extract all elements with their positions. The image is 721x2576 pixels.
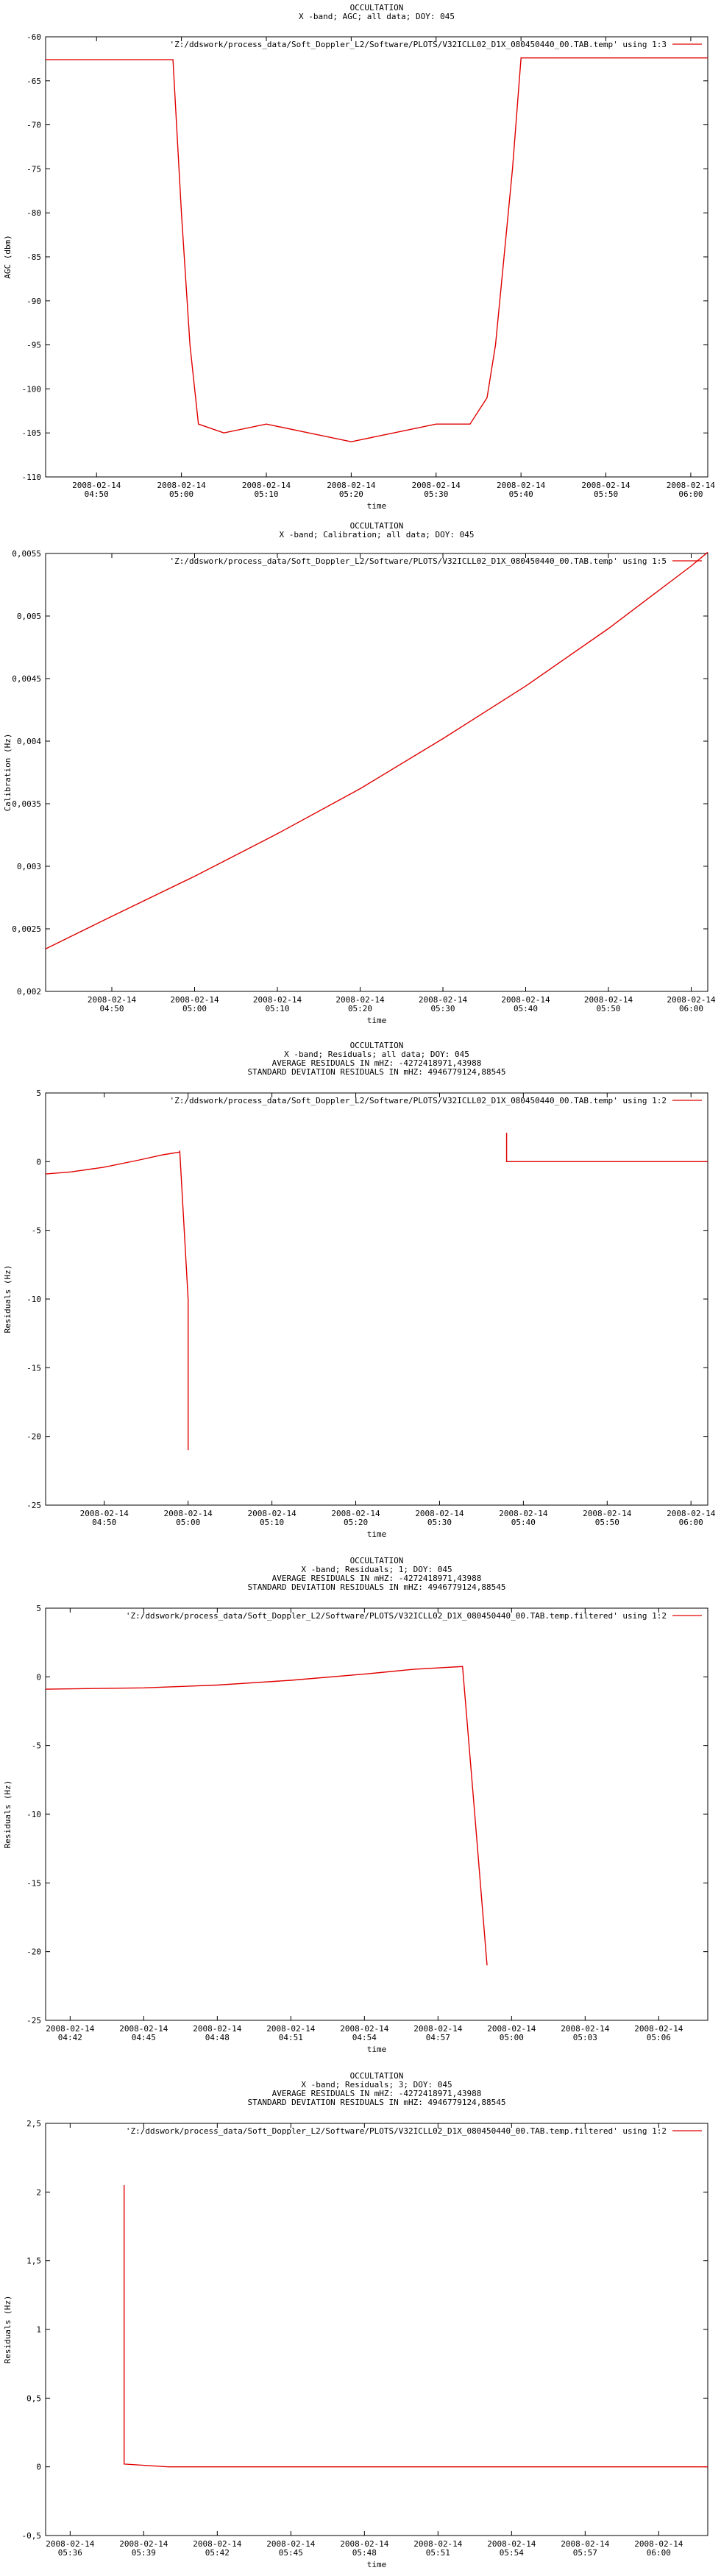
y-tick-label: 5 <box>36 1089 41 1098</box>
x-tick-label: 2008-02-14 05:00 <box>170 995 219 1013</box>
chart-title-line: X -band; AGC; all data; DOY: 045 <box>299 12 455 21</box>
legend-label: 'Z:/ddswork/process_data/Soft_Doppler_L2/Software/PLOTS/V32ICLL02_D1X_080450440_00.TAB.temp' using 1:5 <box>169 556 667 566</box>
x-tick-label: 2008-02-14 05:50 <box>583 1509 632 1527</box>
x-tick-label: 2008-02-14 05:30 <box>411 481 461 499</box>
x-tick-label: 2008-02-14 05:54 <box>487 2539 536 2558</box>
x-axis-label: time <box>366 1016 387 1025</box>
x-axis-label: time <box>366 501 387 511</box>
x-tick-label: 2008-02-14 05:10 <box>247 1509 296 1527</box>
y-tick-label: 0,004 <box>16 737 41 746</box>
x-axis-label: time <box>366 2560 387 2569</box>
series-line-2 <box>507 1133 708 1161</box>
chart-title-line: AVERAGE RESIDUALS IN mHZ: -4272418971,43988 <box>271 2089 482 2098</box>
y-tick-label: 1 <box>36 2325 41 2335</box>
y-tick-label: -25 <box>26 2016 41 2025</box>
x-tick-label: 2008-02-14 05:20 <box>331 1509 380 1527</box>
y-tick-label: 0,0025 <box>12 924 41 934</box>
y-tick-label: 0,0035 <box>12 799 41 809</box>
chart-title-line: X -band; Residuals; 1; DOY: 045 <box>301 1565 452 1574</box>
chart-title-line: OCCULTATION <box>349 521 404 531</box>
y-tick-label: -25 <box>26 1501 41 1510</box>
x-tick-label: 2008-02-14 05:48 <box>340 2539 389 2558</box>
y-axis-label: Calibration (Hz) <box>3 733 13 812</box>
y-tick-label: 0 <box>36 2462 41 2472</box>
chart-title-line: OCCULTATION <box>349 3 404 13</box>
series-line-1 <box>46 552 708 949</box>
x-tick-label: 2008-02-14 05:57 <box>561 2539 610 2558</box>
x-tick-label: 2008-02-14 05:10 <box>241 481 291 499</box>
y-tick-label: -100 <box>21 384 41 394</box>
x-tick-label: 2008-02-14 04:51 <box>266 2024 316 2042</box>
x-tick-label: 2008-02-14 05:50 <box>581 481 631 499</box>
y-axis-label: Residuals (Hz) <box>3 2295 13 2364</box>
y-axis-label: AGC (dbm) <box>3 235 13 279</box>
x-tick-label: 2008-02-14 05:00 <box>157 481 206 499</box>
chart-title-line: AVERAGE RESIDUALS IN mHZ: -4272418971,43988 <box>271 1574 482 1583</box>
chart-title-line: OCCULTATION <box>349 2071 404 2081</box>
x-tick-label: 2008-02-14 05:00 <box>163 1509 213 1527</box>
y-tick-label: 0,002 <box>16 987 41 997</box>
plot-frame <box>46 1093 708 1505</box>
x-tick-label: 2008-02-14 06:00 <box>634 2539 683 2558</box>
chart-title-line: X -band; Residuals; all data; DOY: 045 <box>284 1050 469 1059</box>
x-tick-label: 2008-02-14 05:20 <box>327 481 376 499</box>
y-tick-label: 5 <box>36 1604 41 1613</box>
y-tick-label: 0,0055 <box>12 549 41 559</box>
y-tick-label: -75 <box>26 164 41 174</box>
y-tick-label: -20 <box>26 1432 41 1442</box>
y-tick-label: 1,5 <box>26 2256 41 2266</box>
chart-panel-2 <box>3 521 716 1025</box>
y-tick-label: -10 <box>26 1810 41 1819</box>
series-line-1 <box>46 58 708 442</box>
y-tick-label: -15 <box>26 1878 41 1889</box>
x-tick-label: 2008-02-14 05:06 <box>634 2024 683 2042</box>
x-tick-label: 2008-02-14 05:30 <box>415 1509 464 1527</box>
y-tick-label: -10 <box>26 1295 41 1304</box>
x-tick-label: 2008-02-14 05:30 <box>418 995 468 1013</box>
x-tick-label: 2008-02-14 05:40 <box>497 481 546 499</box>
y-tick-label: 2 <box>36 2187 41 2198</box>
legend-label: 'Z:/ddswork/process_data/Soft_Doppler_L2/Software/PLOTS/V32ICLL02_D1X_080450440_00.TAB.temp' using 1:2 <box>169 1096 667 1105</box>
legend-label: 'Z:/ddswork/process_data/Soft_Doppler_L2/Software/PLOTS/V32ICLL02_D1X_080450440_00.TAB.temp.filtered' using 1:2 <box>125 2126 667 2136</box>
chart-title-line: OCCULTATION <box>349 1041 404 1050</box>
x-tick-label: 2008-02-14 04:50 <box>79 1509 129 1527</box>
plot-frame <box>46 2123 708 2536</box>
y-axis-label: Residuals (Hz) <box>3 1264 13 1334</box>
y-tick-label: -60 <box>26 32 41 42</box>
y-tick-label: 0 <box>36 1157 41 1167</box>
y-tick-label: 0,005 <box>16 612 41 621</box>
x-tick-label: 2008-02-14 05:40 <box>501 995 550 1013</box>
x-tick-label: 2008-02-14 05:50 <box>583 995 633 1013</box>
series-line-1 <box>124 2185 708 2467</box>
chart-panel-4 <box>3 1556 708 2054</box>
y-tick-label: 0 <box>36 1672 41 1682</box>
x-tick-label: 2008-02-14 05:45 <box>266 2539 316 2558</box>
y-tick-label: -105 <box>21 428 41 439</box>
x-tick-label: 2008-02-14 04:50 <box>72 481 121 499</box>
y-tick-label: -80 <box>26 208 41 219</box>
y-tick-label: 0,003 <box>16 862 41 871</box>
chart-panel-1 <box>3 3 715 511</box>
x-tick-label: 2008-02-14 05:20 <box>335 995 385 1013</box>
y-tick-label: 2,5 <box>26 2119 41 2129</box>
chart-title-line: STANDARD DEVIATION RESIDUALS IN mHZ: 4946779124,88545 <box>247 1582 506 1592</box>
legend-label: 'Z:/ddswork/process_data/Soft_Doppler_L2/Software/PLOTS/V32ICLL02_D1X_080450440_00.TAB.temp' using 1:3 <box>169 40 667 49</box>
y-tick-label: -95 <box>26 340 41 350</box>
chart-title-line: OCCULTATION <box>349 1556 404 1565</box>
chart-title-line: X -band; Calibration; all data; DOY: 045 <box>279 530 475 539</box>
x-tick-label: 2008-02-14 06:00 <box>666 481 716 499</box>
series-line-1 <box>46 1150 188 1450</box>
x-tick-label: 2008-02-14 05:39 <box>119 2539 168 2558</box>
x-tick-label: 2008-02-14 06:00 <box>667 995 716 1013</box>
y-tick-label: 0,0045 <box>12 674 41 684</box>
legend-label: 'Z:/ddswork/process_data/Soft_Doppler_L2/Software/PLOTS/V32ICLL02_D1X_080450440_00.TAB.temp.filtered' using 1:2 <box>125 1611 667 1621</box>
chart-panel-5 <box>3 2071 708 2569</box>
x-tick-label: 2008-02-14 05:40 <box>499 1509 548 1527</box>
x-axis-label: time <box>366 2045 387 2054</box>
x-tick-label: 2008-02-14 06:00 <box>667 1509 716 1527</box>
x-tick-label: 2008-02-14 05:42 <box>193 2539 242 2558</box>
y-tick-label: -70 <box>26 120 41 130</box>
x-tick-label: 2008-02-14 04:45 <box>119 2024 168 2042</box>
x-tick-label: 2008-02-14 04:57 <box>413 2024 463 2042</box>
y-tick-label: -65 <box>26 76 41 86</box>
x-tick-label: 2008-02-14 05:00 <box>487 2024 536 2042</box>
chart-panel-3 <box>3 1041 716 1539</box>
y-tick-label: -5 <box>31 1225 41 1236</box>
series-line-1 <box>46 1666 487 1965</box>
y-tick-label: 0,5 <box>26 2393 41 2404</box>
chart-title-line: X -band; Residuals; 3; DOY: 045 <box>301 2080 452 2090</box>
x-tick-label: 2008-02-14 05:03 <box>561 2024 610 2042</box>
y-tick-label: -85 <box>26 252 41 262</box>
chart-title-line: AVERAGE RESIDUALS IN mHZ: -4272418971,43988 <box>271 1058 482 1068</box>
plot-frame <box>46 553 708 991</box>
y-tick-label: -90 <box>26 296 41 306</box>
x-axis-label: time <box>366 1529 387 1539</box>
x-tick-label: 2008-02-14 04:50 <box>87 995 137 1013</box>
plot-frame <box>46 37 708 477</box>
x-tick-label: 2008-02-14 04:42 <box>46 2024 95 2042</box>
x-tick-label: 2008-02-14 05:51 <box>413 2539 463 2558</box>
y-tick-label: -20 <box>26 1947 41 1957</box>
y-tick-label: -110 <box>21 473 41 482</box>
x-tick-label: 2008-02-14 05:10 <box>252 995 302 1013</box>
x-tick-label: 2008-02-14 04:48 <box>193 2024 242 2042</box>
chart-title-line: STANDARD DEVIATION RESIDUALS IN mHZ: 4946779124,88545 <box>247 1067 506 1077</box>
x-tick-label: 2008-02-14 04:54 <box>340 2024 389 2042</box>
y-axis-label: Residuals (Hz) <box>3 1780 13 1849</box>
chart-title-line: STANDARD DEVIATION RESIDUALS IN mHZ: 4946779124,88545 <box>247 2098 506 2107</box>
y-tick-label: -5 <box>31 1741 41 1751</box>
y-tick-label: -15 <box>26 1363 41 1373</box>
plot-frame <box>46 1608 708 2020</box>
y-tick-label: -0,5 <box>21 2531 41 2541</box>
x-tick-label: 2008-02-14 05:36 <box>46 2539 95 2558</box>
